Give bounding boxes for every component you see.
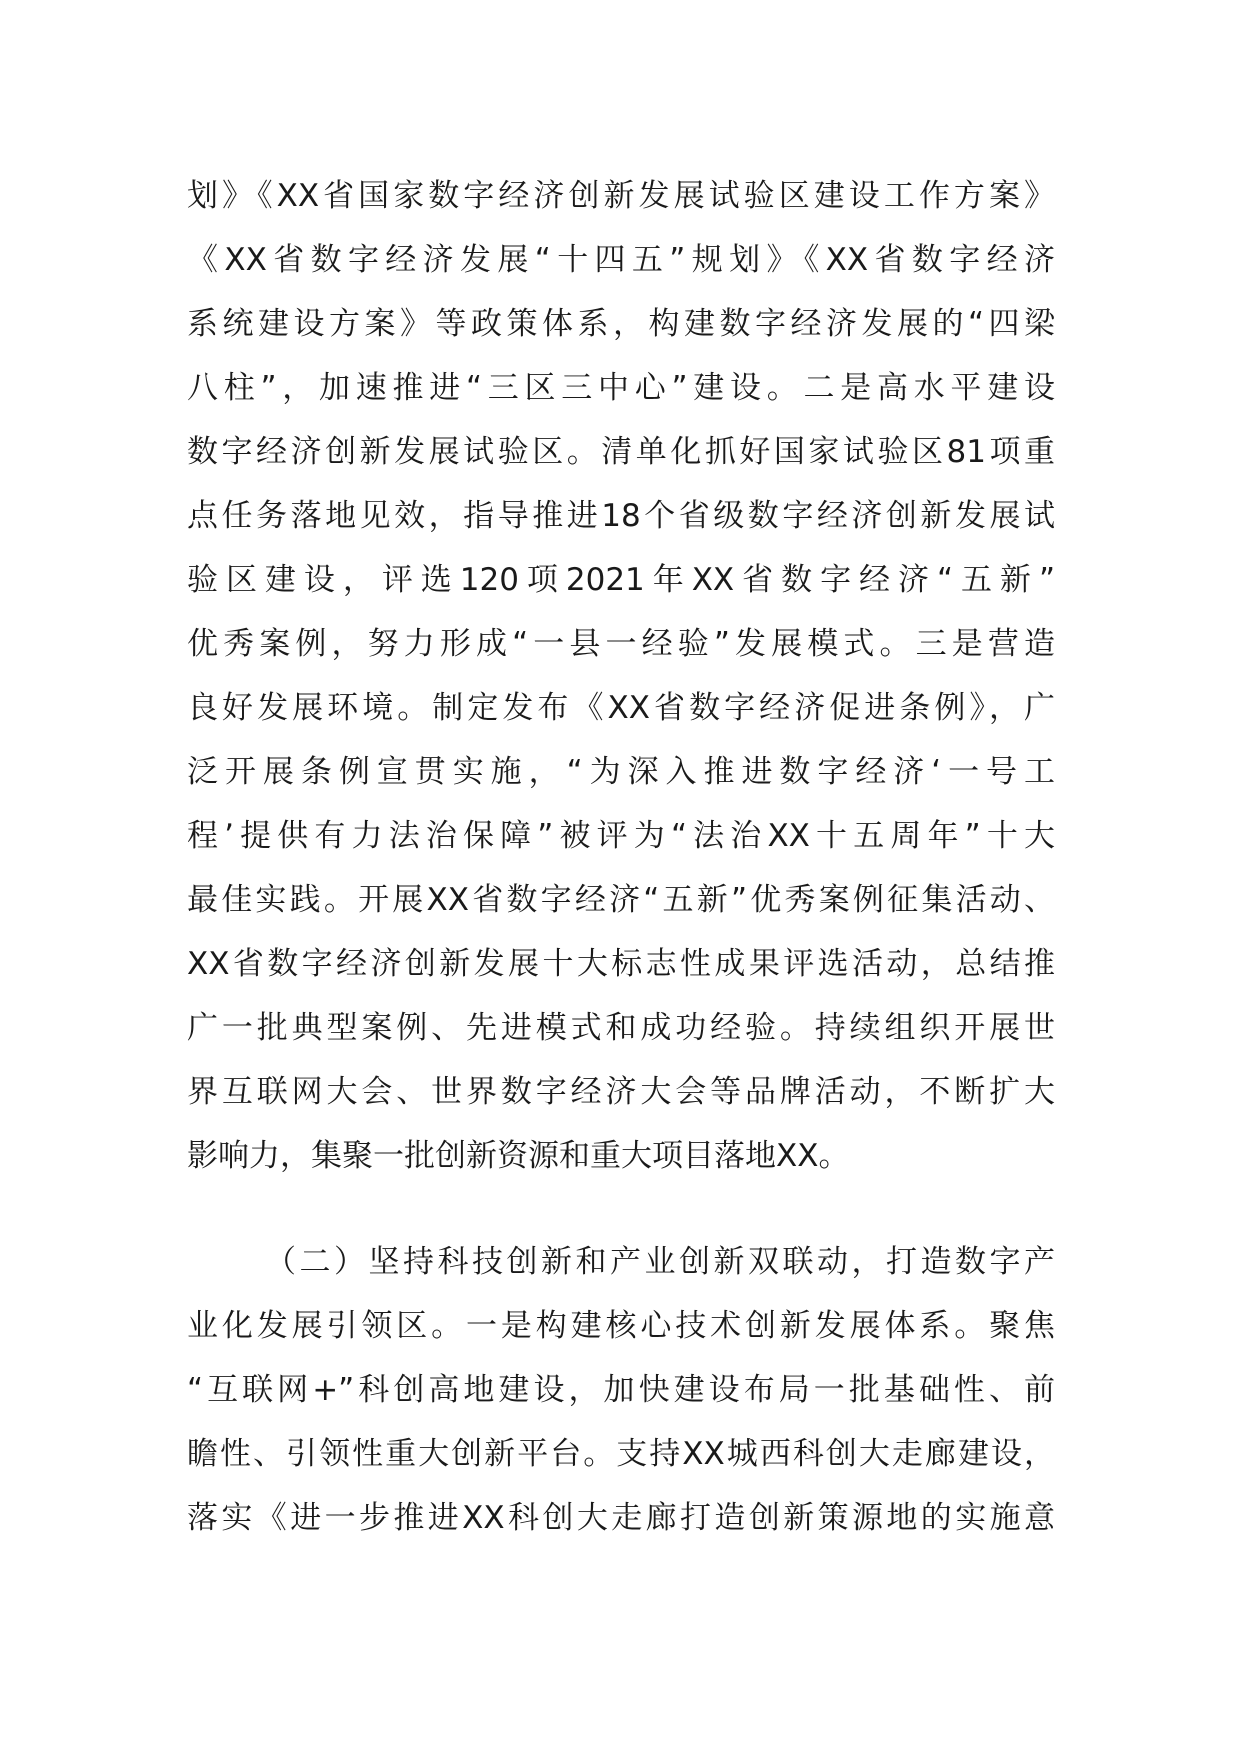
paragraph-1 (187, 164, 1055, 1188)
paragraph-2-line: 瞻性、引领性重大创新平台。支持XX城西科创大走廊建设， (187, 1436, 1055, 1472)
paragraph-1-line: 系统建设方案》等政策体系，构建数字经济发展的“四梁 (187, 306, 1055, 342)
paragraph-1-line: 最佳实践。开展XX省数字经济“五新”优秀案例征集活动、 (187, 882, 1055, 918)
paragraph-1-line: 点任务落地见效，指导推进18个省级数字经济创新发展试 (187, 498, 1055, 534)
paragraph-1-line: 验区建设，评选120项2021年XX省数字经济“五新” (187, 562, 1055, 598)
paragraph-1-line: 数字经济创新发展试验区。清单化抓好国家试验区81项重 (187, 434, 1055, 470)
paragraph-1-line: 良好发展环境。制定发布《XX省数字经济促进条例》，广 (187, 690, 1055, 726)
paragraph-2-line: （二）坚持科技创新和产业创新双联动，打造数字产 (265, 1244, 1055, 1280)
paragraph-2-line: “互联网+”科创高地建设，加快建设布局一批基础性、前 (187, 1372, 1055, 1408)
paragraph-2-line: 落实《进一步推进XX科创大走廊打造创新策源地的实施意 (187, 1500, 1055, 1536)
paragraph-1-line: XX省数字经济创新发展十大标志性成果评选活动，总结推 (187, 946, 1055, 982)
paragraph-1-line: 广一批典型案例、先进模式和成功经验。持续组织开展世 (187, 1010, 1055, 1046)
paragraph-1-line: 八柱”，加速推进“三区三中心”建设。二是高水平建设 (187, 370, 1055, 406)
paragraph-2-line: 业化发展引领区。一是构建核心技术创新发展体系。聚焦 (187, 1308, 1055, 1344)
paragraph-2 (187, 1230, 1055, 1550)
paragraph-1-line: 程’提供有力法治保障”被评为“法治XX十五周年”十大 (187, 818, 1055, 854)
paragraph-1-line: 泛开展条例宣贯实施，“为深入推进数字经济‘一号工 (187, 754, 1055, 790)
paragraph-1-line: 影响力，集聚一批创新资源和重大项目落地XX。 (187, 1138, 850, 1174)
paragraph-1-line: 界互联网大会、世界数字经济大会等品牌活动，不断扩大 (187, 1074, 1055, 1110)
paragraph-1-line: 优秀案例，努力形成“一县一经验”发展模式。三是营造 (187, 626, 1055, 662)
paragraph-1-line: 《XX省数字经济发展“十四五”规划》《XX省数字经济 (187, 242, 1055, 278)
paragraph-1-line: 划》《XX省国家数字经济创新发展试验区建设工作方案》 (187, 178, 1055, 214)
